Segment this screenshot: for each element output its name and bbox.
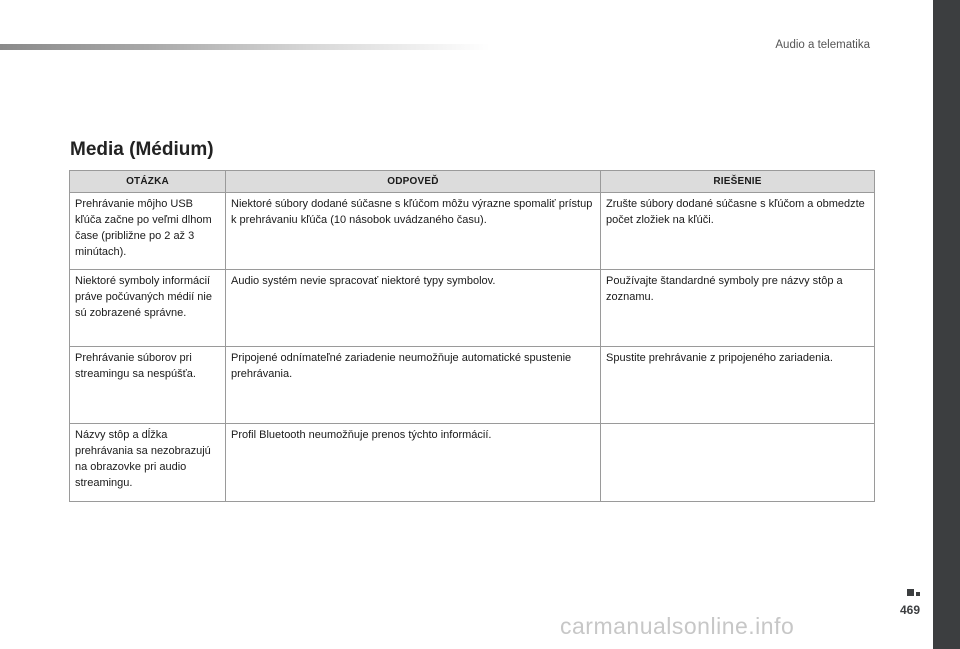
question-cell: Názvy stôp a dĺžka prehrávania sa nezobrazujú na obrazovke pri audio streamingu. <box>70 424 226 502</box>
watermark: carmanualsonline.info <box>560 613 795 639</box>
faq-table <box>69 170 875 502</box>
question-cell: Prehrávanie súborov pri streamingu sa nespúšťa. <box>70 347 226 424</box>
table-row <box>70 270 875 347</box>
section-header: Audio a telematika <box>775 39 870 51</box>
table-row <box>70 193 875 270</box>
answer-cell: Niektoré súbory dodané súčasne s kľúčom môžu výrazne spomaliť prístup k prehrávaniu kľúča (10 násobok uvádzaného času). <box>226 193 601 270</box>
page-title: Media (Médium) <box>70 139 214 160</box>
question-cell: Prehrávanie môjho USB kľúča začne po veľmi dlhom čase (približne po 2 až 3 minútach). <box>70 193 226 270</box>
column-header-solution: RIEŠENIE <box>601 171 875 193</box>
page-marker-icon <box>907 589 914 596</box>
solution-cell: Používajte štandardné symboly pre názvy stôp a zoznamu. <box>601 270 875 347</box>
column-header-question: OTÁZKA <box>70 171 226 193</box>
solution-cell: Zrušte súbory dodané súčasne s kľúčom a obmedzte počet zložiek na kľúči. <box>601 193 875 270</box>
solution-cell: Spustite prehrávanie z pripojeného zariadenia. <box>601 347 875 424</box>
decorative-gradient-bar <box>0 44 490 50</box>
answer-cell: Audio systém nevie spracovať niektoré typy symbolov. <box>226 270 601 347</box>
answer-cell: Profil Bluetooth neumožňuje prenos týchto informácií. <box>226 424 601 502</box>
chapter-tab-strip <box>933 0 960 649</box>
column-header-answer: ODPOVEĎ <box>226 171 601 193</box>
table-header-row <box>70 171 875 193</box>
solution-cell <box>601 424 875 502</box>
answer-cell: Pripojené odnímateľné zariadenie neumožňuje automatické spustenie prehrávania. <box>226 347 601 424</box>
table-row <box>70 424 875 502</box>
page-number: 469 <box>900 603 921 617</box>
table-row <box>70 347 875 424</box>
question-cell: Niektoré symboly informácií práve počúvaných médií nie sú zobrazené správne. <box>70 270 226 347</box>
